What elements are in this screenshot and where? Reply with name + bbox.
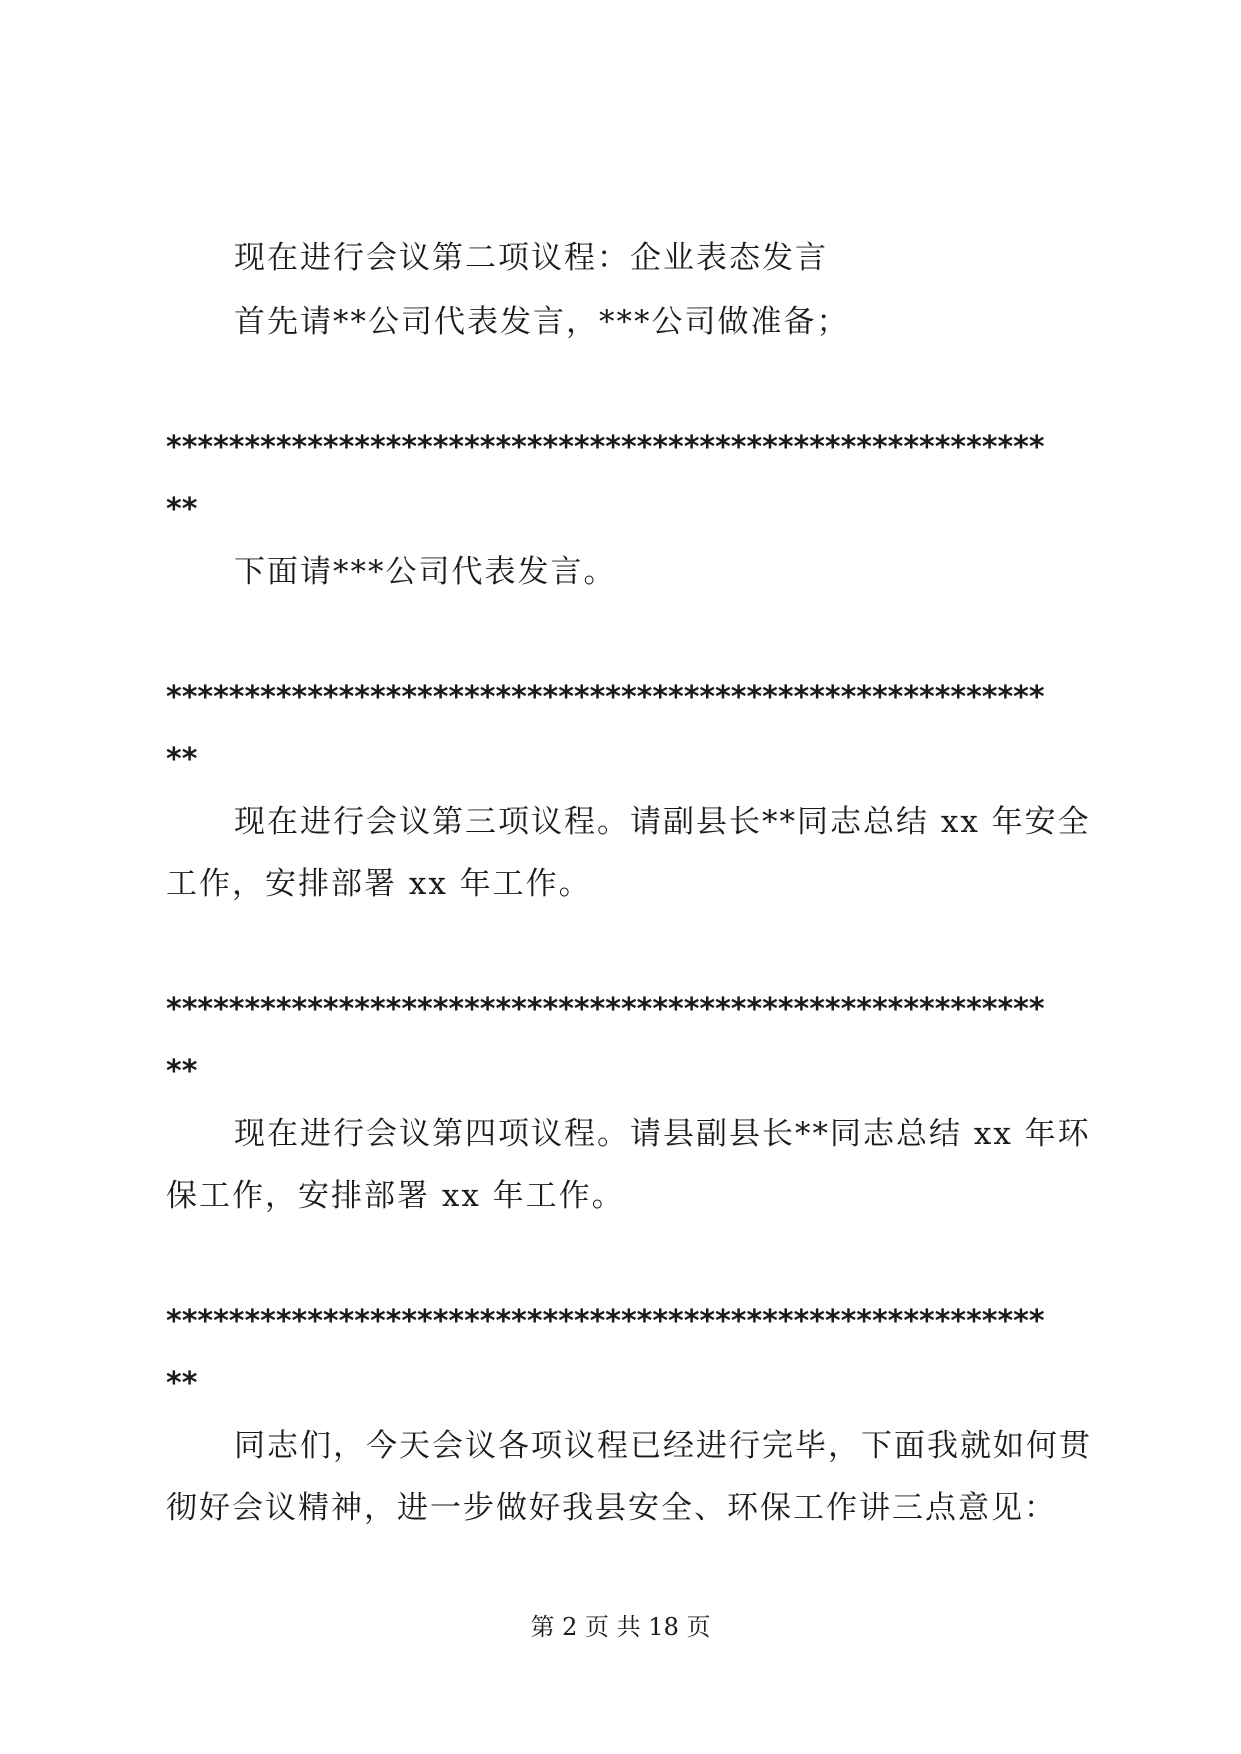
closing-remarks-line-2: 彻好会议精神，进一步做好我县安全、环保工作讲三点意见： <box>166 1490 1057 1526</box>
next-speaker-line: 下面请***公司代表发言。 <box>234 554 617 590</box>
page-number-footer: 第 2 页 共 18 页 <box>530 1613 711 1641</box>
redacted-line: ******************************************************** <box>166 680 1045 715</box>
redacted-line-tail: ** <box>166 1366 198 1401</box>
first-speaker-line: 首先请**公司代表发言，***公司做准备； <box>234 304 850 340</box>
redacted-line: ******************************************************** <box>166 430 1045 465</box>
redacted-line-tail: ** <box>166 492 198 527</box>
agenda-item-4-line-2: 保工作，安排部署 xx 年工作。 <box>166 1178 625 1214</box>
redacted-line: ******************************************************** <box>166 992 1045 1027</box>
closing-remarks-line-1: 同志们，今天会议各项议程已经进行完毕，下面我就如何贯 <box>234 1428 1092 1464</box>
agenda-item-2-heading: 现在进行会议第二项议程：企业表态发言 <box>234 240 828 276</box>
redacted-line-tail: ** <box>166 1054 198 1089</box>
redacted-line-tail: ** <box>166 742 198 777</box>
agenda-item-3-line-2: 工作，安排部署 xx 年工作。 <box>166 866 592 902</box>
redacted-line: ******************************************************** <box>166 1304 1045 1339</box>
agenda-item-4-line-1: 现在进行会议第四项议程。请县副县长**同志总结 xx 年环 <box>234 1116 1091 1152</box>
agenda-item-3-line-1: 现在进行会议第三项议程。请副县长**同志总结 xx 年安全 <box>234 804 1091 840</box>
